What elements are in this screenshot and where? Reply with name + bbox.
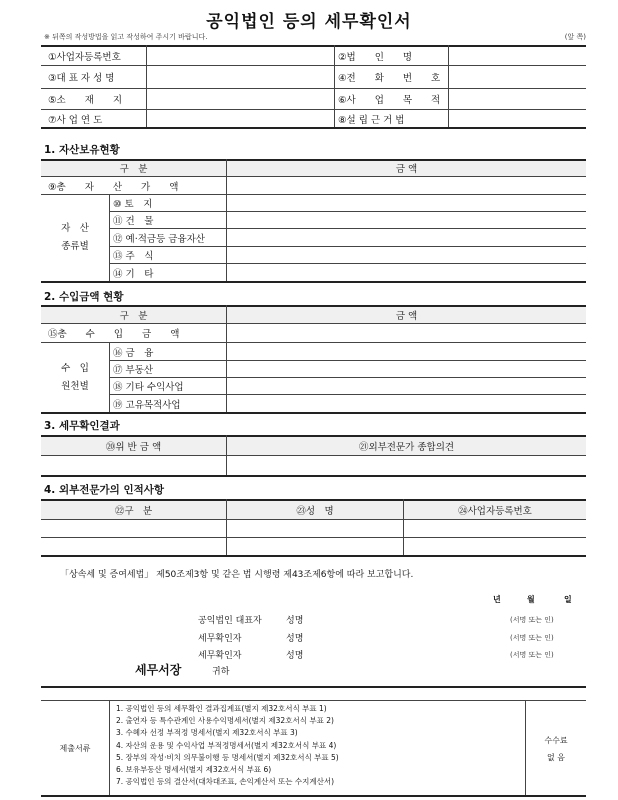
s2-total-income-amount[interactable] (227, 324, 586, 342)
s2-item-finance: ⑯ 금 융 (113, 347, 154, 359)
doc-item: 4. 자산의 운용 및 수익사업 부적정명세서(별지 제32호서식 부표 4) (116, 740, 337, 750)
docs-list (116, 703, 339, 788)
field-business-year: ⑦사 업 연 도 (48, 114, 103, 126)
field-location: ⑤소 재 지 (48, 95, 123, 106)
s4-row1-category[interactable] (41, 520, 226, 537)
signer-3-signature[interactable]: (서명 또는 인) (510, 651, 554, 659)
input-business-year[interactable] (147, 110, 333, 127)
s1-total-assets-amount[interactable] (227, 177, 586, 194)
s1-item-stock: ⑬ 주 식 (113, 251, 154, 262)
field-legal-basis: ⑧설 립 근 거 법 (338, 114, 405, 126)
s1-item-financial: ⑫ 예·적금등 금융자산 (113, 233, 205, 245)
s2-total-income-label: ⑮총 수 입 금 액 (48, 329, 180, 340)
input-location[interactable] (147, 89, 333, 109)
form-title: 공익법인 등의 세무확인서 (206, 12, 412, 32)
field-representative-name: ③대 표 자 성 명 (48, 73, 115, 84)
field-corporation-name: ②법 인 명 (338, 51, 413, 63)
s4-row2-reg-number[interactable] (404, 538, 586, 555)
s4-row2-category[interactable] (41, 538, 226, 555)
s1-item-building: ⑪ 건 물 (113, 216, 154, 227)
s4-row1-name[interactable] (227, 520, 403, 537)
s4-row1-reg-number[interactable] (404, 520, 586, 537)
input-corporation-name[interactable] (449, 46, 585, 65)
fee-value: 없 음 (547, 753, 565, 762)
signer-1-role: 공익법인 대표자 (198, 616, 262, 626)
doc-item: 3. 수혜자 선정 부적정 명세서(별지 제32호서식 부표 3) (116, 728, 298, 738)
signer-1-signature[interactable]: (서명 또는 인) (510, 616, 554, 624)
s4-header-category: ㉒구 분 (114, 505, 153, 517)
doc-item: 7. 공익법인 등의 결산서(대차대조표, 손익계산서 또는 수지계산서) (116, 777, 335, 787)
section-2-title: 2. 수입금액 현황 (44, 291, 124, 303)
report-statement: 「상속세 및 증여세법」 제50조제3항 및 같은 법 시행령 제43조제6항에 따라 보고합니다. (60, 570, 414, 580)
s3-violation-amount-input[interactable] (41, 456, 226, 475)
s1-header-category: 구 분 (119, 164, 148, 175)
addressee: 세무서장 (135, 663, 182, 677)
field-phone-number: ④전 화 번 호 (338, 73, 441, 84)
input-business-reg-number[interactable] (147, 46, 333, 65)
signer-1-name-label: 성명 (286, 616, 304, 626)
field-business-reg-number: ①사업자등록번호 (48, 51, 121, 63)
doc-item: 6. 보유부동산 명세서(별지 제32호서식 부표 6) (116, 765, 272, 775)
s1-header-amount: 금 액 (395, 164, 418, 175)
doc-item: 1. 공익법인 등의 세무확인 결과집계표(별지 제32호서식 부표 1) (116, 704, 327, 713)
section-4-title: 4. 외부전문가의 인적사항 (44, 484, 165, 496)
input-legal-basis[interactable] (449, 110, 585, 127)
signer-3-name-label: 성명 (286, 651, 304, 661)
instruction-note: ※ 뒤쪽의 작성방법을 읽고 작성하여 주시기 바랍니다. (44, 33, 208, 41)
date-day-label: 일 (564, 595, 572, 604)
s2-header-category: 구 분 (119, 310, 148, 322)
input-representative-name[interactable] (147, 66, 333, 88)
input-phone-number[interactable] (449, 66, 585, 88)
s1-total-assets-label: ⑨총 자 산 가 액 (48, 181, 179, 193)
s2-header-amount: 금 액 (395, 310, 418, 322)
signer-2-name-label: 성명 (286, 634, 304, 644)
s3-header-violation-amount: ⑳위 반 금 액 (105, 441, 162, 453)
signer-2-role: 세무확인자 (198, 634, 242, 644)
addressee-suffix: 귀하 (212, 667, 230, 677)
docs-label: 제출서류 (59, 743, 91, 753)
s3-expert-opinion-input[interactable] (227, 456, 586, 475)
doc-item: 5. 장부의 작성·비치 의무불이행 등 명세서(별지 제32호서식 부표 5) (116, 752, 339, 762)
s4-header-business-reg-number: ㉔사업자등록번호 (458, 505, 532, 517)
s2-group-label: 수 입 원천별 (61, 362, 89, 392)
section-1-title: 1. 자산보유현황 (44, 144, 120, 156)
s2-item-other-business: ⑱ 기타 수익사업 (113, 382, 184, 393)
s1-item-land: ⑩ 토 지 (113, 199, 153, 210)
signer-2-signature[interactable]: (서명 또는 인) (510, 634, 554, 642)
page-side-label: (앞 쪽) (564, 33, 586, 41)
fee-label: 수수료 (544, 736, 568, 745)
s2-item-real-estate: ⑰ 부동산 (113, 365, 154, 376)
s2-item-own-purpose: ⑲ 고유목적사업 (113, 399, 181, 411)
section-3-title: 3. 세무확인결과 (44, 420, 120, 432)
s1-item-other: ⑭ 기 타 (113, 268, 154, 280)
field-business-purpose: ⑥사 업 목 적 (338, 95, 441, 106)
doc-item: 2. 출연자 등 특수관계인 사용수익명세서(별지 제32호서식 부표 2) (116, 716, 334, 726)
s3-header-expert-opinion: ㉑외부전문가 종합의견 (358, 441, 455, 453)
s4-row2-name[interactable] (227, 538, 403, 555)
s1-group-label: 자 산 종류별 (61, 223, 89, 252)
s4-header-name: ㉓성 명 (296, 505, 334, 517)
input-business-purpose[interactable] (449, 89, 585, 109)
date-year-label: 년 (493, 595, 501, 604)
signer-3-role: 세무확인자 (198, 651, 242, 661)
date-month-label: 월 (527, 595, 535, 604)
